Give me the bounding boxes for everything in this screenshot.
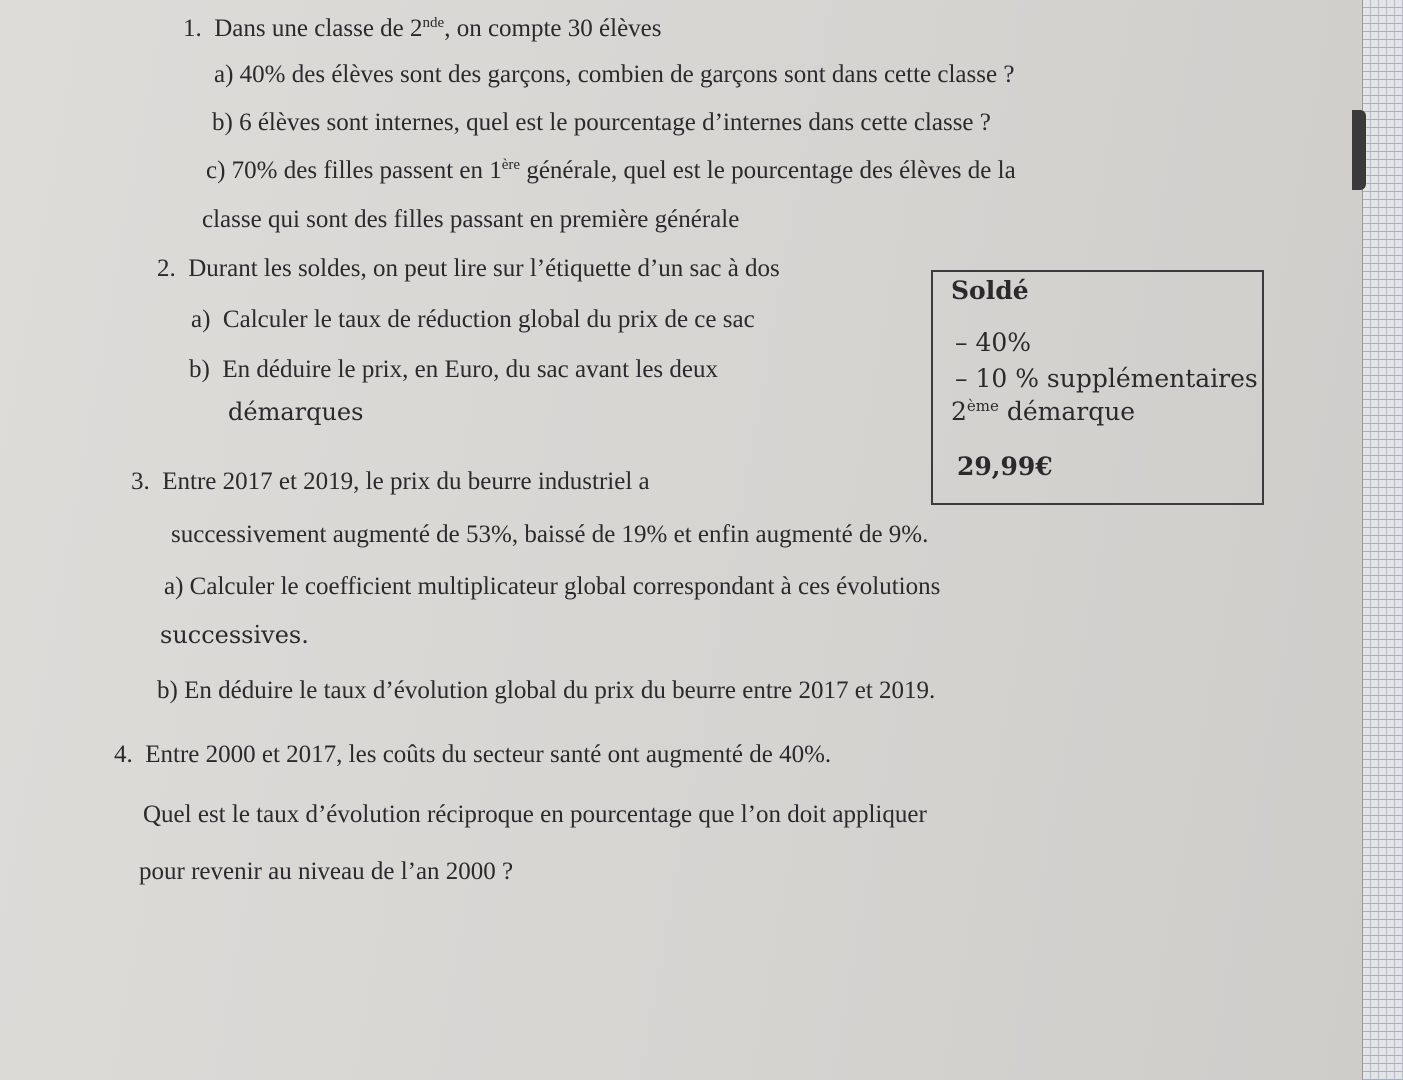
q4-line2: Quel est le taux d’évolution réciproque en pourcentage que l’on doit appliquer	[143, 801, 927, 828]
tag-discount-2: – 10 % supplémentaires	[955, 364, 1258, 393]
q3-intro	[131, 467, 650, 497]
q1-c-text: c) 70% des filles passent en 1	[206, 157, 502, 184]
q2-intro	[157, 254, 780, 284]
q1-intro-text-end: , on compte 30 élèves	[444, 15, 662, 42]
q2-b-label: b)	[189, 356, 210, 383]
page-clip-shadow	[1352, 110, 1366, 190]
q4-intro-text: Entre 2000 et 2017, les coûts du secteur santé ont augmenté de 40%.	[145, 741, 832, 768]
tag-second-sup: ème	[966, 397, 999, 415]
q2-b-text: En déduire le prix, en Euro, du sac avant les deux	[222, 356, 718, 383]
tag-title: Soldé	[951, 276, 1029, 305]
q3-number: 3.	[131, 468, 150, 495]
q3-a: a) Calculer le coefficient multiplicateur global correspondant à ces évolutions	[164, 573, 941, 600]
tag-second-text: démarque	[998, 397, 1136, 426]
q2-number: 2.	[157, 255, 176, 282]
q4-number: 4.	[114, 741, 133, 768]
tag-second-num: 2	[951, 397, 967, 426]
q3-a-continuation: successives.	[160, 621, 309, 649]
q2-b	[189, 355, 718, 385]
q3-intro-text: Entre 2017 et 2019, le prix du beurre industriel a	[162, 468, 650, 495]
q1-intro	[183, 14, 662, 44]
q3-b: b) En déduire le taux d’évolution global du prix du beurre entre 2017 et 2019.	[157, 677, 936, 704]
q1-number: 1.	[183, 15, 202, 42]
q4-line3: pour revenir au niveau de l’an 2000 ?	[139, 858, 514, 885]
q1-c-text-end: générale, quel est le pourcentage des élèves de la	[520, 157, 1016, 184]
tag-price: 29,99€	[957, 452, 1053, 481]
q2-a	[191, 305, 755, 335]
q1-intro-sup: nde	[422, 15, 445, 31]
q1-b: b) 6 élèves sont internes, quel est le pourcentage d’internes dans cette classe ?	[212, 109, 991, 136]
q1-a: a) 40% des élèves sont des garçons, combien de garçons sont dans cette classe ?	[214, 61, 1015, 88]
q2-a-text: Calculer le taux de réduction global du prix de ce sac	[222, 306, 755, 333]
q1-intro-text: Dans une classe de 2	[214, 15, 423, 42]
price-tag-box	[931, 270, 1264, 505]
q3-continuation: successivement augmenté de 53%, baissé de 19% et enfin augmenté de 9%.	[171, 521, 929, 548]
q1-c-continuation: classe qui sont des filles passant en première générale	[202, 206, 740, 233]
grid-paper-edge	[1362, 0, 1403, 1080]
q2-intro-text: Durant les soldes, on peut lire sur l’étiquette d’un sac à dos	[188, 255, 780, 282]
tag-second-markdown	[951, 397, 1135, 427]
q1-c	[206, 156, 1016, 186]
tag-discount-1: – 40%	[955, 328, 1032, 357]
q2-a-label: a)	[191, 306, 211, 333]
q1-c-sup: ère	[501, 157, 521, 173]
q4-intro	[114, 740, 831, 770]
q2-b-continuation: démarques	[228, 398, 364, 426]
